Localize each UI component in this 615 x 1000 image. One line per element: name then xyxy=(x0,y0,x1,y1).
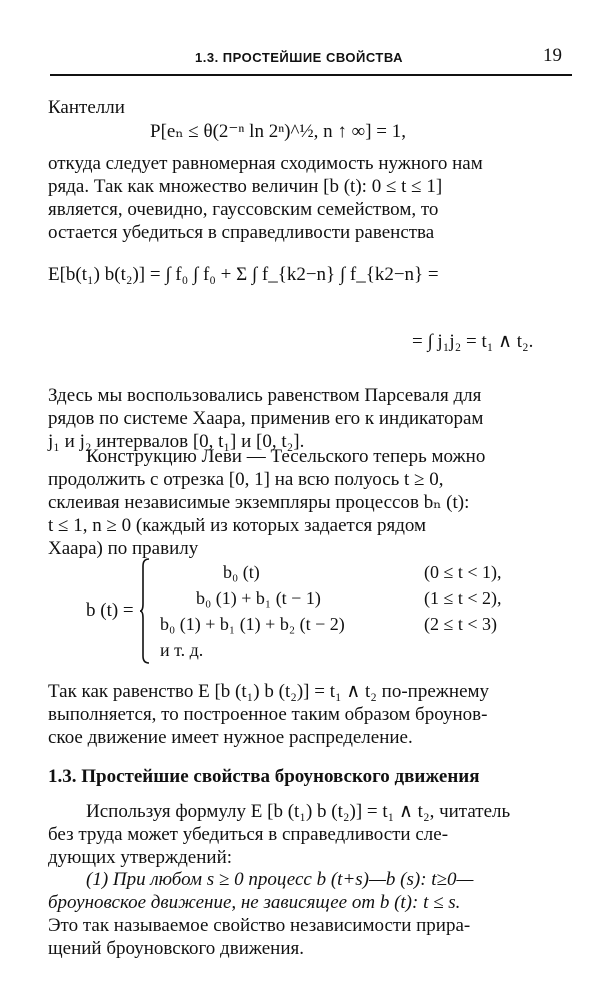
running-head: 1.3. ПРОСТЕЙШИЕ СВОЙСТВА xyxy=(195,50,404,65)
case-condition: (2 ≤ t < 3) xyxy=(424,614,498,634)
text-line: откуда следует равномерная сходимость нужного нам xyxy=(48,153,483,174)
text-line: ряда. Так как множество величин [b (t): 0 ≤ t ≤ 1] xyxy=(48,176,443,197)
formula-borel-cantelli: P[eₙ ≤ θ(2⁻ⁿ ln 2ⁿ)^½, n ↑ ∞] = 1, xyxy=(150,121,407,142)
case-condition: (1 ≤ t < 2), xyxy=(424,588,502,608)
text-line: Здесь мы воспользовались равенством Парсеваля для xyxy=(48,385,482,406)
case-expr: и т. д. xyxy=(160,640,204,660)
left-brace xyxy=(140,558,150,664)
text-line: Это так называемое свойство независимости прира- xyxy=(48,915,471,936)
text-line: ское движение имеет нужное распределение. xyxy=(48,727,413,748)
formula-covariance-result: = ∫ j₁j₂ = t₁ ∧ t₂. xyxy=(412,331,534,352)
case-condition: (0 ≤ t < 1), xyxy=(424,562,502,582)
text-line: (1) При любом s ≥ 0 процесс b (t+s)—b (s): t≥0— xyxy=(86,869,474,890)
text-line: Хаара) по правилу xyxy=(48,538,199,559)
header-rule xyxy=(50,74,572,76)
text-line: склеивая независимые экземпляры процессов bₙ (t): xyxy=(48,492,470,513)
text-line: j₁ и j₂ интервалов [0, t₁] и [0, t₂]. xyxy=(48,431,305,452)
text-line: Используя формулу E [b (t₁) b (t₂)] = t₁ ∧ t₂, читатель xyxy=(86,801,511,822)
text-line: щений броуновского движения. xyxy=(48,938,304,959)
case-expr: b₀ (1) + b₁ (t − 1) xyxy=(196,588,321,608)
text-line: Так как равенство E [b (t₁) b (t₂)] = t₁ ∧ t₂ по-прежнему xyxy=(48,681,490,702)
text-line: выполняется, то построенное таким образом броунов- xyxy=(48,704,488,725)
section-heading: 1.3. Простейшие свойства броуновского движения xyxy=(48,766,480,787)
page-number: 19 xyxy=(543,45,562,66)
text-line: остается убедиться в справедливости равенства xyxy=(48,222,435,243)
text-line: Кантелли xyxy=(48,97,125,118)
formula-covariance: E[b(t₁) b(t₂)] = ∫ f₀ ∫ f₀ + Σ ∫ f_{k2−n} ∫ f_{k2−n} = xyxy=(48,264,439,285)
text-line: Конструкцию Леви — Тесельского теперь можно xyxy=(86,446,486,467)
text-line: t ≤ 1, n ≥ 0 (каждый из которых задается рядом xyxy=(48,515,427,536)
text-line: без труда может убедиться в справедливости сле- xyxy=(48,824,449,845)
text-line: продолжить с отрезка [0, 1] на всю полуось t ≥ 0, xyxy=(48,469,444,490)
text-line: является, очевидно, гауссовским семейством, то xyxy=(48,199,439,220)
text-line: дующих утверждений: xyxy=(48,847,233,868)
case-expr: b₀ (t) xyxy=(223,562,260,582)
text-line: рядов по системе Хаара, применив его к индикаторам xyxy=(48,408,484,429)
case-expr: b₀ (1) + b₁ (1) + b₂ (t − 2) xyxy=(160,614,345,634)
cases-lhs: b (t) = xyxy=(86,600,134,621)
text-line: броуновское движение, не зависящее от b (t): t ≤ s. xyxy=(48,892,461,913)
